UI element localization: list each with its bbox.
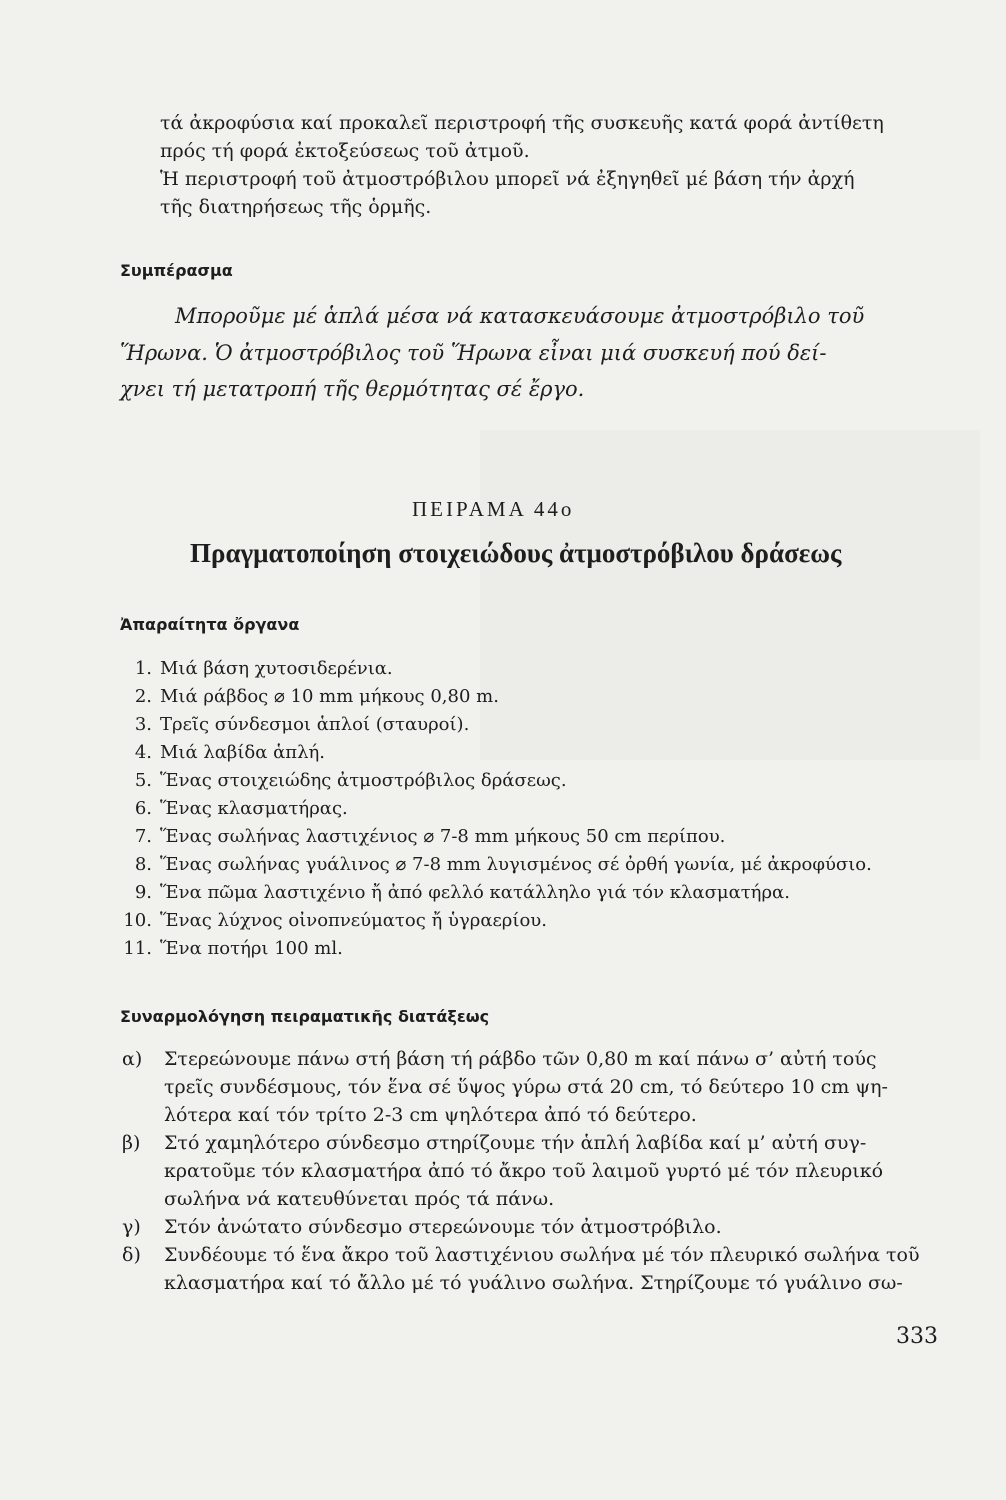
conclusion-line-1: Μποροῦμε μέ ἁπλά μέσα νά κατασκευάσουμε ἀτμοστρόβιλο τοῦ — [175, 304, 865, 328]
experiment-subtitle: Πραγματοποίηση στοιχειώδους ἀτμοστρόβιλου δράσεως — [190, 538, 842, 568]
assembly-step-line: Στό χαμηλότερο σύνδεσμο στηρίζουμε τήν ἁπλή λαβίδα καί μ’ αὐτή συγ- — [164, 1132, 867, 1154]
conclusion-line-2: Ἥρωνα. Ὁ ἀτμοστρόβιλος τοῦ Ἥρωνα εἶναι μιά συσκευή πού δεί- — [120, 341, 827, 365]
assembly-step-line: κρατοῦμε τόν κλασματήρα ἀπό τό ἄκρο τοῦ λαιμοῦ γυρτό μέ τόν πλευρικό — [164, 1160, 884, 1182]
assembly-step-line: λότερα καί τόν τρίτο 2-3 cm ψηλότερα ἀπό τό δεύτερο. — [164, 1104, 697, 1126]
intro-line-1: τά ἀκροφύσια καί προκαλεῖ περιστροφή τῆς συσκευῆς κατά φορά ἀντίθετη — [160, 112, 884, 134]
material-item: 10. Ἕνας λύχνος οἰνοπνεύματος ἤ ὑγραερίου. — [123, 910, 547, 931]
assembly-heading: Συναρμολόγηση πειραματικῆς διατάξεως — [120, 1007, 490, 1026]
material-item: 6. Ἕνας κλασματήρας. — [134, 798, 348, 819]
material-item: 3. Τρεῖς σύνδεσμοι ἁπλοί (σταυροί). — [134, 714, 470, 735]
conclusion-line-3: χνει τή μετατροπή τῆς θερμότητας σέ ἔργο. — [120, 377, 585, 401]
assembly-step-line: σωλήνα νά κατευθύνεται πρός τά πάνω. — [164, 1188, 555, 1210]
material-item: 2. Μιά ράβδος ⌀ 10 mm μήκους 0,80 m. — [134, 686, 499, 707]
material-item: 4. Μιά λαβίδα ἁπλή. — [134, 742, 326, 763]
material-item: 1. Μιά βάση χυτοσιδερένια. — [134, 658, 393, 679]
assembly-step-line: Συνδέουμε τό ἕνα ἄκρο τοῦ λαστιχένιου σωλήνα μέ τόν πλευρικό σωλήνα τοῦ — [164, 1244, 920, 1266]
materials-heading: Ἀπαραίτητα ὄργανα — [120, 615, 300, 634]
page-number: 333 — [896, 1324, 938, 1349]
assembly-step-line: κλασματήρα καί τό ἄλλο μέ τό γυάλινο σωλήνα. Στηρίζουμε τό γυάλινο σω- — [164, 1272, 903, 1294]
assembly-step-label: δ) — [122, 1244, 141, 1266]
assembly-step-label: β) — [122, 1132, 141, 1154]
assembly-step-line: τρεῖς συνδέσμους, τόν ἕνα σέ ὕψος γύρω στά 20 cm, τό δεύτερο 10 cm ψη- — [164, 1076, 888, 1098]
experiment-title: ΠΕΙΡΑΜΑ 44ο — [412, 497, 575, 521]
intro-line-3: Ἡ περιστροφή τοῦ ἀτμοστρόβιλου μπορεῖ νά ἐξηγηθεῖ μέ βάση τήν ἀρχή — [160, 168, 855, 190]
material-item: 11. Ἕνα ποτήρι 100 ml. — [123, 938, 343, 959]
intro-line-4: τῆς διατηρήσεως τῆς ὁρμῆς. — [160, 196, 432, 218]
material-item: 9. Ἕνα πῶμα λαστιχένιο ἤ ἀπό φελλό κατάλληλο γιά τόν κλασματήρα. — [134, 882, 790, 903]
assembly-step-label: γ) — [122, 1216, 141, 1238]
intro-line-2: πρός τή φορά ἐκτοξεύσεως τοῦ ἀτμοῦ. — [160, 140, 530, 162]
material-item: 8. Ἕνας σωλήνας γυάλινος ⌀ 7-8 mm λυγισμένος σέ ὀρθή γωνία, μέ ἀκροφύσιο. — [134, 854, 872, 875]
assembly-step-line: Στόν ἀνώτατο σύνδεσμο στερεώνουμε τόν ἀτμοστρόβιλο. — [164, 1216, 722, 1238]
show-through-figure — [480, 430, 980, 760]
material-item: 5. Ἕνας στοιχειώδης ἀτμοστρόβιλος δράσεως. — [134, 770, 567, 791]
assembly-step-label: α) — [122, 1048, 143, 1070]
conclusion-heading: Συμπέρασμα — [120, 261, 233, 280]
material-item: 7. Ἕνας σωλήνας λαστιχένιος ⌀ 7-8 mm μήκους 50 cm περίπου. — [134, 826, 726, 847]
assembly-step-line: Στερεώνουμε πάνω στή βάση τή ράβδο τῶν 0,80 m καί πάνω σ’ αὐτή τούς — [164, 1048, 877, 1070]
